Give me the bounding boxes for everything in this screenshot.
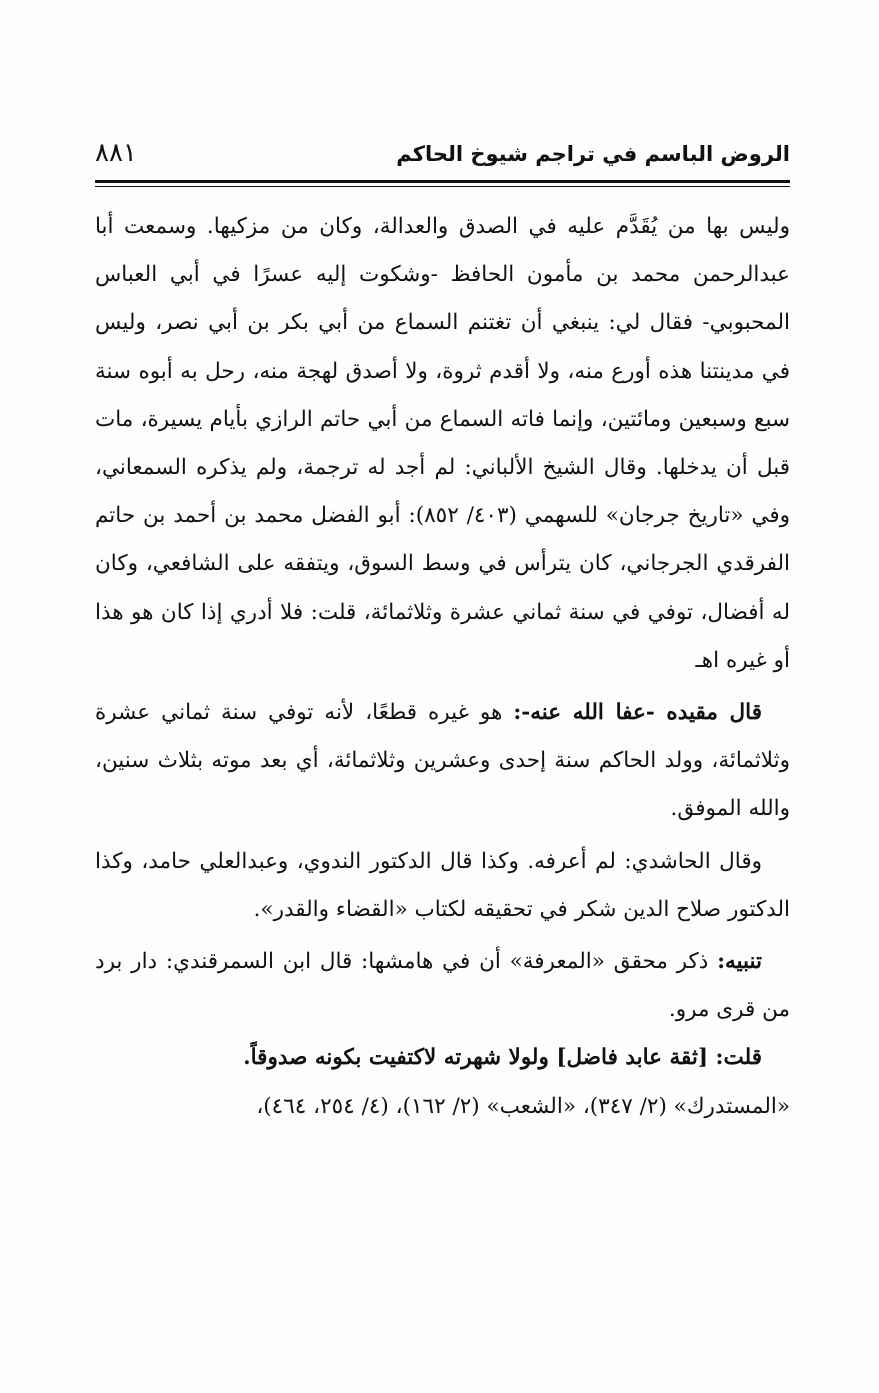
paragraph-notice: [95, 938, 790, 1034]
editor-note-text: هو غيره قطعًا، لأنه توفي سنة ثماني عشرة وثلاثمائة، وولد الحاكم سنة إحدى وعشرين وثلاثمائة، أي بعد موته بثلاث سنين، والله الموفق.: [95, 700, 790, 822]
page-header: [95, 138, 790, 184]
notice-lead: تنبيه:: [717, 949, 762, 975]
paragraph-biography: وليس بها من يُقَدَّم عليه في الصدق والعدالة، وكان من مزكيها. وسمعت أبا عبدالرحمن محمد بن مأمون الحافظ -وشكوت إليه عسرًا في أبي العباس المحبوبي- فقال لي: ينبغي أن تغتنم السماع من أبي بكر بن أبي نصر، وليس في مدينتنا هذه أورع منه، ولا أقدم ثروة، ولا أصدق لهجة منه، رحل به أبوه سنة سبع وسبعين ومائتين، وإنما فاته السماع من أبي حاتم الرازي بأيام يسيرة، مات قبل أن يدخلها. وقال الشيخ الألباني: لم أجد له ترجمة، ولم يذكره السمعاني، وفي «تاريخ جرجان» للسهمي (٤٠٣/ ٨٥٢): أبو الفضل محمد بن أحمد بن حاتم الفرقدي الجرجاني، كان يترأس في وسط السوق، ويتفقه على الشافعي، وكان له أفضال، توفي في سنة ثماني عشرة وثلاثمائة، قلت: فلا أدري إذا كان هو هذا أو غيره اهـ: [95, 214, 790, 673]
paragraph-hashidi: وقال الحاشدي: لم أعرفه. وكذا قال الدكتور الندوي، وعبدالعلي حامد، وكذا الدكتور صلاح الدين شكر في تحقيقه لكتاب «القضاء والقدر».: [95, 848, 790, 922]
header-rule-thin: [95, 186, 790, 187]
header-rule-thick: [95, 180, 790, 183]
page-number: ٨٨١: [95, 138, 137, 168]
notice-text: ذكر محقق «المعرفة» أن في هامشها: قال ابن السمرقندي: دار برد من قرى مرو.: [95, 949, 790, 1023]
editor-note-lead: قال مقيده -عفا الله عنه-:: [513, 700, 762, 726]
body-text: [95, 203, 790, 1131]
paragraph-sources: «المستدرك» (٢/ ٣٤٧)، «الشعب» (٢/ ١٦٢)، (٤/ ٢٥٤، ٤٦٤)،: [256, 1093, 790, 1119]
paragraph-editor-note: [95, 689, 790, 834]
running-title: الروض الباسم في تراجم شيوخ الحاكم: [396, 142, 790, 166]
paragraph-verdict: قلت: [ثقة عابد فاضل] ولولا شهرته لاكتفيت بكونه صدوقاً.: [243, 1045, 762, 1071]
